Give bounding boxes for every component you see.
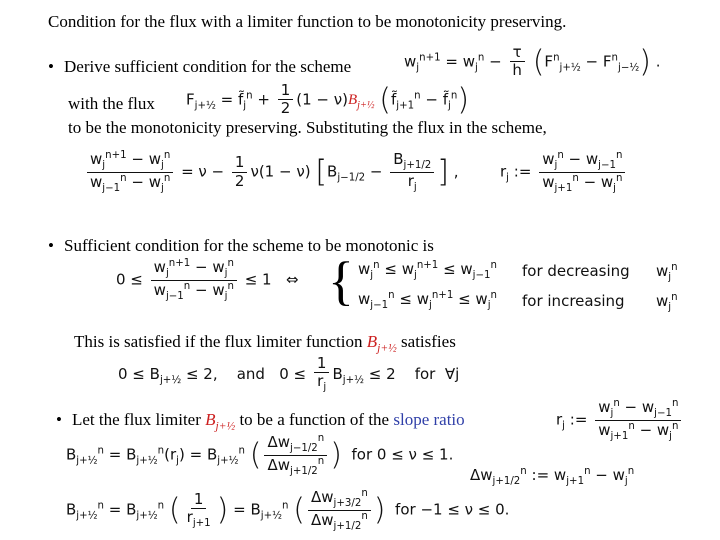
bullet-sufficient: • Sufficient condition for the scheme to be monotonic is <box>48 236 434 255</box>
flux-equation: $F_{j+\frac{1}{2}}$ = $f̃_j^n$ + $\frac{1}{2}$ $(1 - \nu)B_{j+\frac{1}{2}}$ ($f̃_{j+1}^n$ − $f̃_j^n$) <box>186 81 470 118</box>
with-flux-text: with the flux <box>68 94 155 113</box>
left-brace: { <box>328 251 354 311</box>
monotone-condition: 0 ≤ $\frac{w_j^{n+1} - w_j^n}{w_{j-1}^n - w_j^n}$ ≤ 1 ⇔ <box>116 258 299 302</box>
w-j-decreasing: $w_j^n$ <box>656 262 678 283</box>
bullet-derive: • Derive sufficient condition for the scheme <box>48 57 352 76</box>
limiter-symbol: $B_{j+\frac{1}{2}}$ <box>366 332 397 355</box>
delta-definition: $\Delta w_{j+1/2}^n$ := $w_{j+1}^n - w_j^n$ <box>470 466 635 487</box>
w-j-increasing: $w_j^n$ <box>656 292 678 313</box>
slope-ratio-definition: $r_j$ := $\frac{w_j^n - w_{j-1}^n}{w_{j+1}^n - w_j^n}$ <box>556 398 684 442</box>
label-increasing: for increasing <box>522 292 625 310</box>
monotone-text: to be the monotonicity preserving. Substituting the flux in the scheme, <box>68 118 547 137</box>
slope-ratio-label: slope ratio <box>393 410 465 429</box>
bullet-dot: • <box>48 236 54 255</box>
satisfied-text: This is satisfied if the flux limiter function $B_{j+\frac{1}{2}}$ satisfies <box>74 332 456 355</box>
ratio-definition: $r_j$ := $\frac{w_j^n - w_{j-1}^n}{w_{j+1}^n - w_j^n}$ <box>500 150 628 194</box>
label-decreasing: for decreasing <box>522 262 630 280</box>
substituted-equation: $\frac{w_j^{n+1} - w_j^n}{w_{j-1}^n - w_j^n}$ = ν − $\frac{1}{2}$ ν(1 − ν) [$B_{j-1/2}$ − $\frac{B_{j+1/2}}{r_j}$ ] , <box>84 150 459 194</box>
limiter-function-positive: $B_{j+\frac{1}{2}}^n = B_{j+\frac{1}{2}}^n(r_j) = B_{j+\frac{1}{2}}^n$ ( $\frac{\Delta w_{j-1/2}^n}{\Delta w_{j+1/2}^n}$ ) for 0 ≤ ν ≤ 1. <box>66 433 454 477</box>
case-increasing: $w_{j-1}^n \le w_j^{n+1} \le w_j^n$ <box>358 290 497 311</box>
bullet-dot: • <box>48 57 54 76</box>
page-title: Condition for the flux with a limiter function to be monotonicity preserving. <box>48 12 567 31</box>
bullet-let: • Let the flux limiter $B_{j+\frac{1}{2}}$ to be a function of the slope ratio <box>56 410 465 433</box>
limiter-symbol-2: $B_{j+\frac{1}{2}}$ <box>205 410 236 433</box>
case-decreasing: $w_j^n \le w_j^{n+1} \le w_{j-1}^n$ <box>358 260 497 281</box>
scheme-equation: $w_j^{n+1} = w_j^n$ − $\frac{\tau}{h}$ $(F^n_{j+\frac{1}{2}} - F^n_{j-\frac{1}{2}})$ . <box>404 43 661 80</box>
limiter-bounds: $0 \le B_{j+\frac{1}{2}} \le 2$, and 0 ≤ $\frac{1}{r_j}$ $B_{j+\frac{1}{2}} \le 2$ for ∀j <box>118 354 460 394</box>
bullet-dot: • <box>56 410 62 429</box>
limiter-function-negative: $B_{j+\frac{1}{2}}^n = B_{j+\frac{1}{2}}^n$ ( $\frac{1}{r_{j+1}}$ ) = $B_{j+\frac{1}{2}}^n$ ( $\frac{\Delta w_{j+3/2}^n}{\Delta w_{j+1/2}^n}$ ) for −1 ≤ ν ≤ 0. <box>66 488 510 532</box>
